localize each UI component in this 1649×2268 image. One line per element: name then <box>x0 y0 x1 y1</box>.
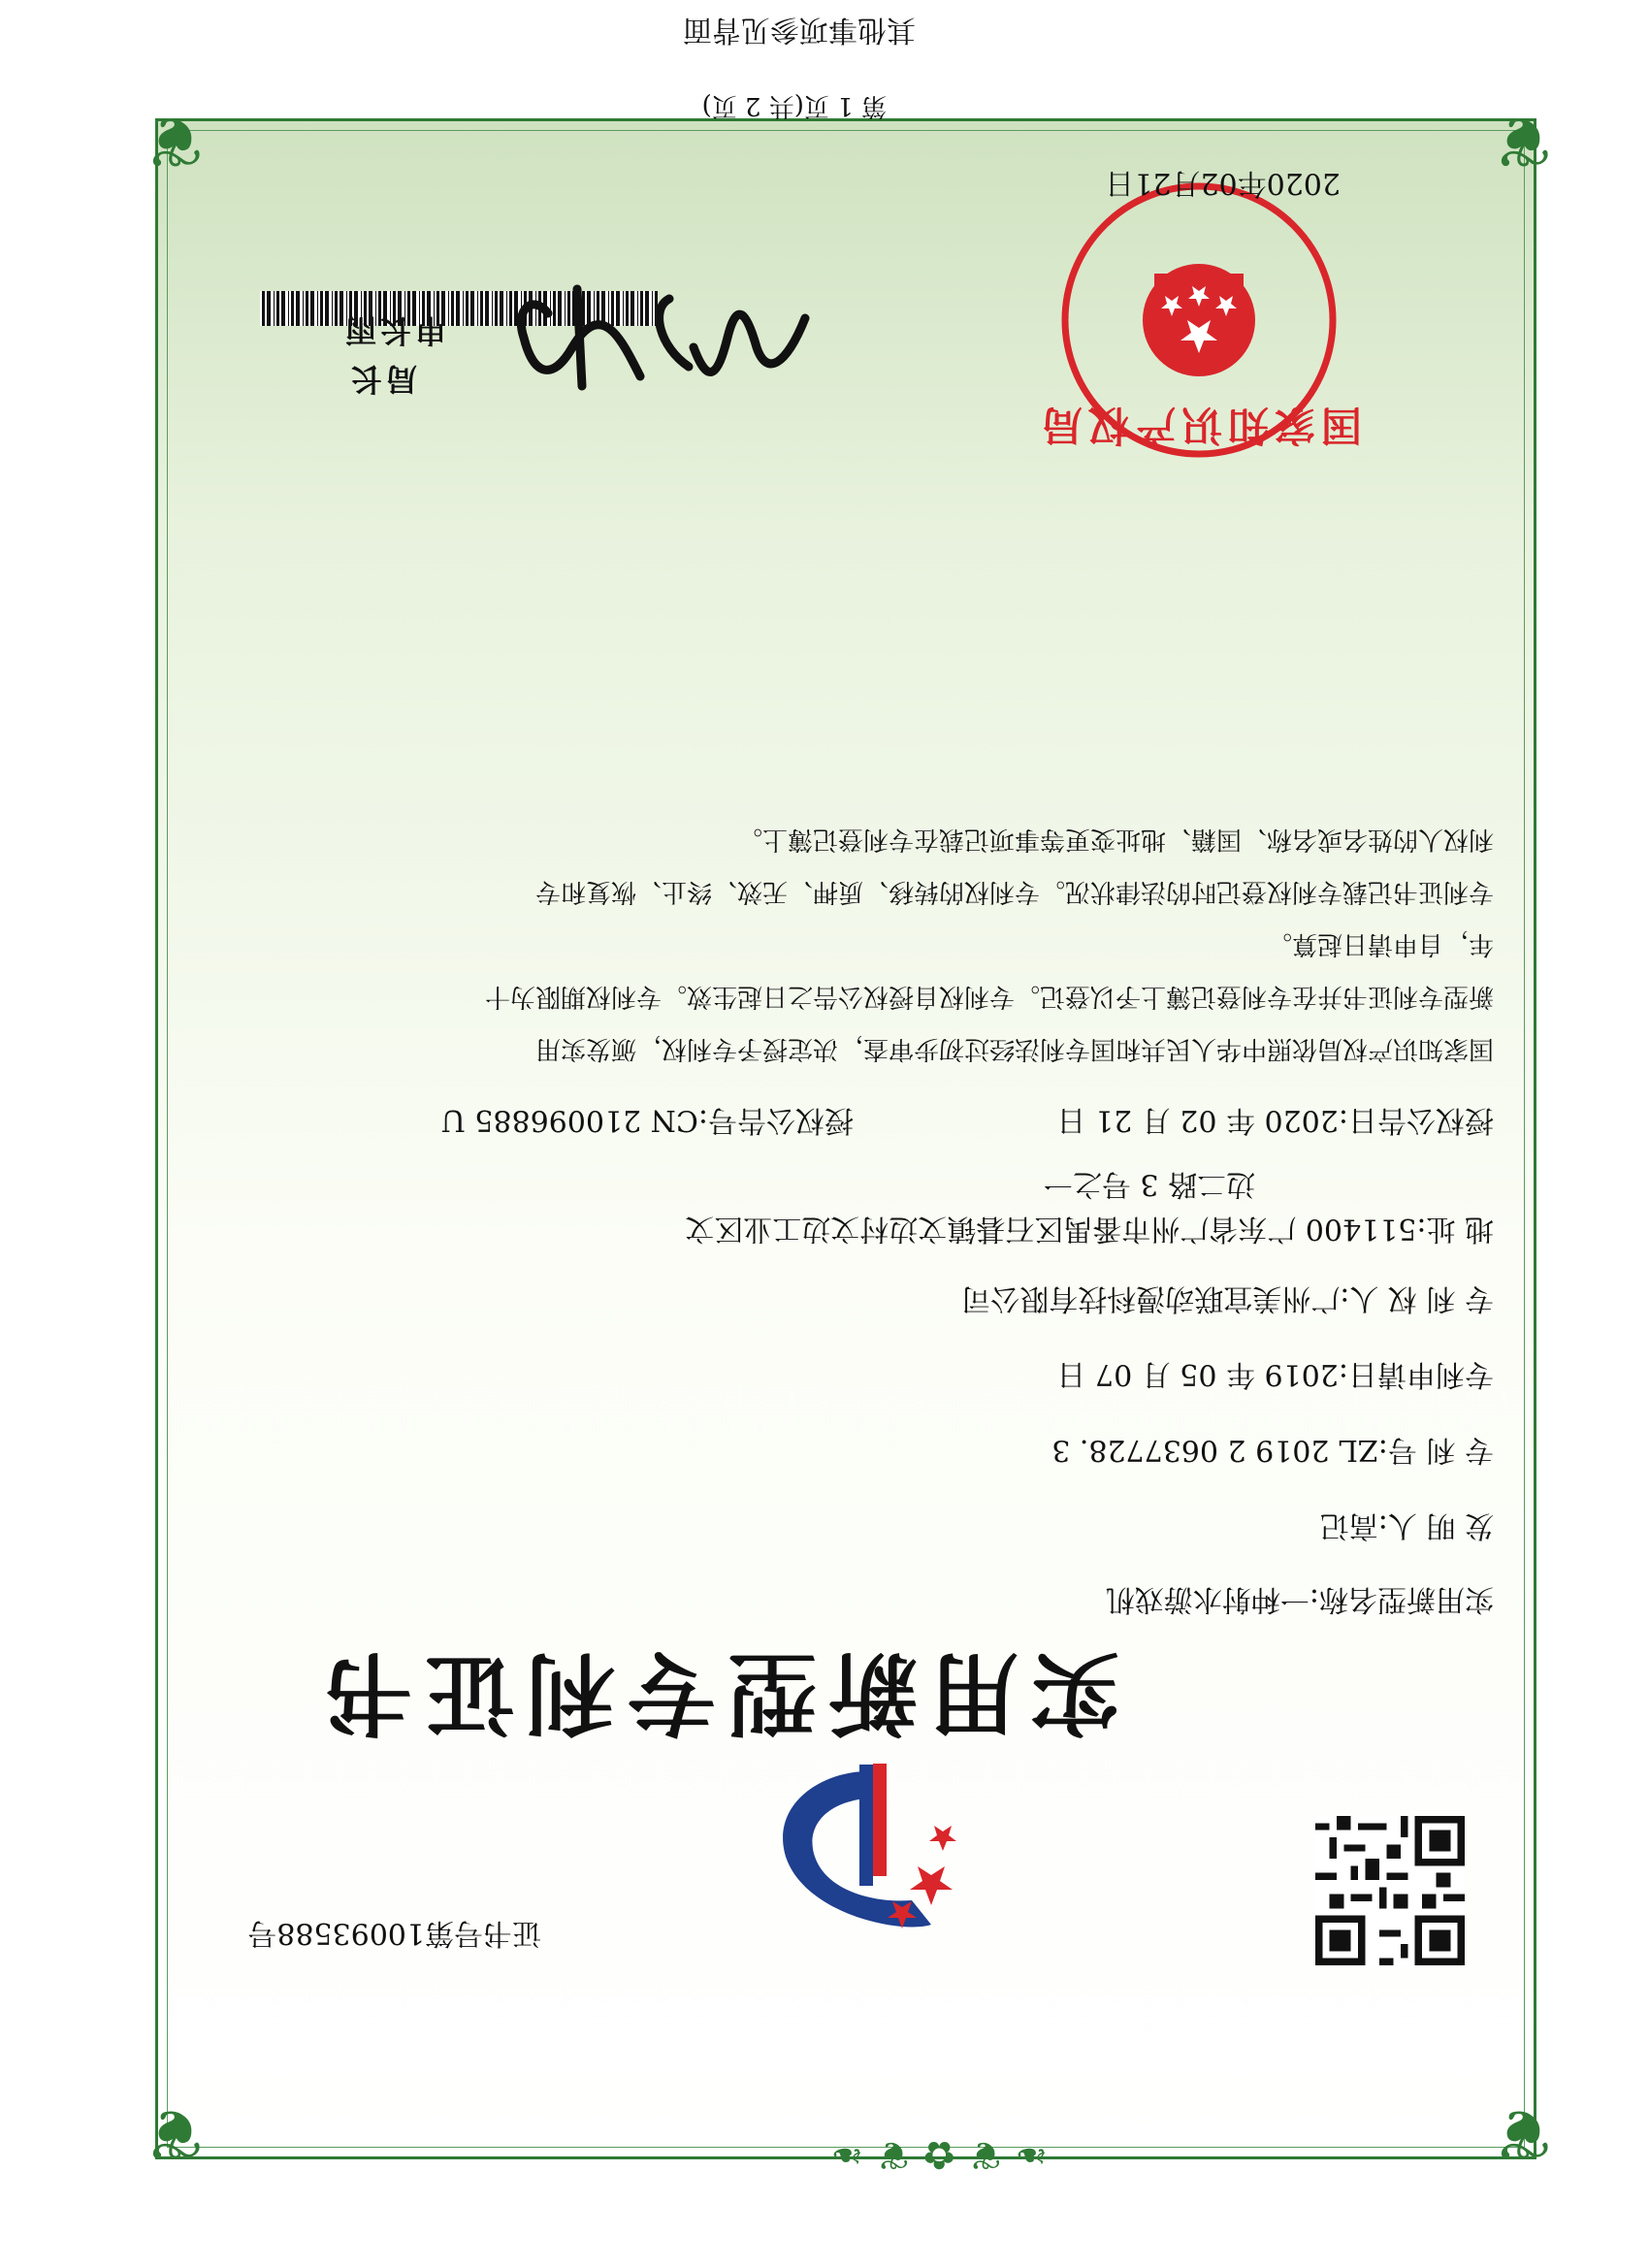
legal-text-line: 专利证书记载专利权登记时的法律状况。专利权的转移、质押、无效、终止、恢复和专 <box>534 877 1494 906</box>
field-value: 2019 年 05 月 07 日 <box>1056 1357 1339 1391</box>
svg-text:国家知识产权局: 国家知识产权局 <box>1035 402 1363 449</box>
footer-note: 其他事项参见背面 <box>683 13 916 47</box>
legal-text-line: 利权人的姓名或名称、国籍、地址变更等事项记载在专利登记簿上。 <box>736 825 1494 854</box>
field-name <box>1106 1581 1494 1624</box>
top-ornament-icon: ❧❦✿❦❧ <box>817 2132 1048 2177</box>
field-label: 专 利 权 人: <box>1340 1281 1494 1315</box>
certificate-title: 实用新型专利证书 <box>311 1640 1119 1745</box>
field-label: 授权公告号: <box>697 1103 854 1137</box>
field-value: 2020 年 02 月 21 日 <box>1056 1103 1339 1137</box>
field-label: 地 址: <box>1416 1212 1494 1246</box>
field-inventor <box>1320 1507 1494 1550</box>
field-label: 授权公告日: <box>1338 1103 1494 1137</box>
page-indicator: 第 1 页(共 2 页) <box>701 91 887 120</box>
field-label: 专 利 号: <box>1377 1433 1494 1467</box>
field-value: 一种射水游戏机 <box>1105 1582 1310 1616</box>
field-patent-number <box>1051 1432 1494 1474</box>
field-value: ZL 2019 2 0637728. 3 <box>1051 1433 1378 1467</box>
field-apply-date <box>1057 1356 1495 1399</box>
legal-text-line: 新型专利证书并在专利登记簿上予以登记。专利权自授权公告之日起生效。专利权期限为十 <box>484 982 1494 1011</box>
field-label: 专利申请日: <box>1338 1357 1494 1391</box>
legal-text-line: 国家知识产权局依照中华人民共和国专利法经过初步审查，决定授予专利权，颁发实用 <box>534 1034 1494 1063</box>
handwritten-signature-icon <box>495 279 824 405</box>
certificate-number: 证书号第10093588号 <box>247 1916 541 1950</box>
corner-ornament-icon: ❦ <box>1493 2093 1552 2175</box>
field-label: 发 明 人: <box>1377 1508 1494 1542</box>
corner-ornament-icon: ❦ <box>145 101 204 182</box>
field-announce-date <box>1057 1102 1495 1145</box>
qr-code-icon <box>1315 1816 1465 1965</box>
field-announce-number <box>441 1102 854 1145</box>
field-patentee <box>961 1280 1494 1323</box>
field-label: 实用新型名称: <box>1309 1582 1494 1616</box>
field-value: 511400 广东省广州市番禺区石碁镇文边村文边工业区文 <box>685 1212 1417 1246</box>
corner-ornament-icon: ❦ <box>145 2093 204 2175</box>
corner-ornament-icon: ❦ <box>1493 101 1552 182</box>
cnipa-logo-icon <box>737 1764 970 1944</box>
director-name: 申长雨 <box>340 312 446 349</box>
field-value: CN 210096885 U <box>440 1103 698 1137</box>
field-value: 高记 <box>1319 1508 1378 1542</box>
official-seal-icon <box>1035 178 1363 462</box>
director-title: 局长 <box>346 361 417 398</box>
issue-date: 2020年02月21日 <box>1105 166 1341 200</box>
field-address <box>685 1211 1494 1253</box>
legal-text-line: 年，自申请日起算。 <box>1266 929 1494 958</box>
field-address-line2: 边二路 3 号之一 <box>1043 1167 1255 1201</box>
field-value: 广州美宜联动漫科技有限公司 <box>961 1281 1341 1315</box>
